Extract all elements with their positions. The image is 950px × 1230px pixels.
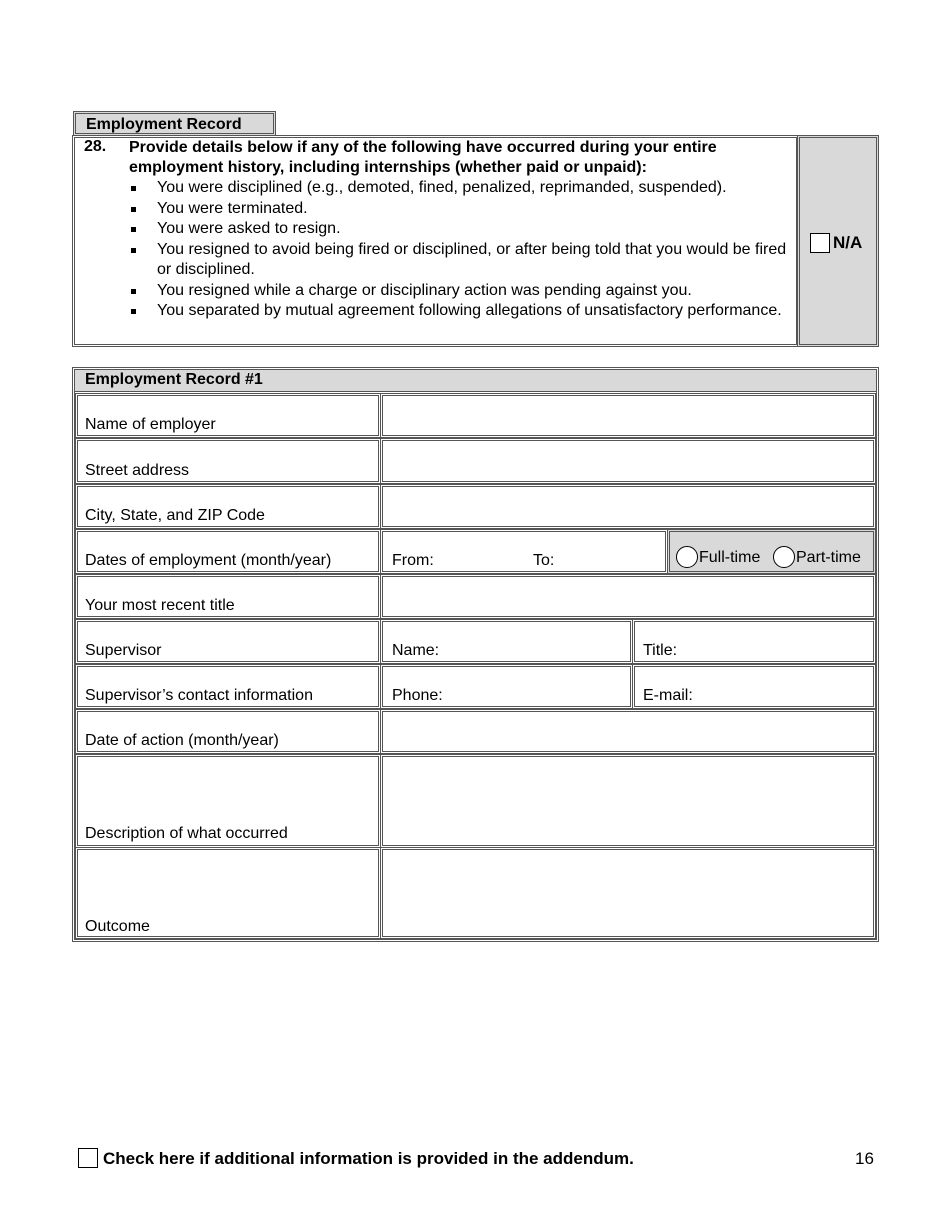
page-number: 16 bbox=[855, 1149, 874, 1168]
action-date-input[interactable] bbox=[380, 709, 876, 754]
na-label: N/A bbox=[833, 233, 863, 252]
description-input[interactable] bbox=[380, 754, 876, 848]
question-text: Provide details below if any of the following have occurred during your entire employment history, including internships (whether paid or unpaid): bbox=[129, 139, 717, 176]
section-tab: Employment Record bbox=[73, 111, 276, 136]
part-time-radio[interactable] bbox=[773, 546, 795, 568]
bullet-item: You were disciplined (e.g., demoted, fined, penalized, reprimanded, suspended). bbox=[129, 178, 791, 199]
question-number: 28. bbox=[84, 138, 107, 155]
street-input[interactable] bbox=[380, 438, 876, 484]
supervisor-label: Supervisor bbox=[85, 642, 162, 659]
outcome-input[interactable] bbox=[380, 847, 876, 939]
title-input[interactable] bbox=[380, 574, 876, 619]
bullet-item: You were asked to resign. bbox=[129, 219, 791, 240]
part-time-label: Part-time bbox=[796, 549, 861, 566]
to-label: To: bbox=[533, 552, 555, 569]
na-checkbox[interactable] bbox=[810, 233, 830, 253]
street-label: Street address bbox=[85, 462, 190, 479]
full-time-label: Full-time bbox=[699, 549, 761, 566]
email-label: E-mail: bbox=[643, 687, 693, 704]
dates-label: Dates of employment (month/year) bbox=[85, 552, 332, 569]
employer-input[interactable] bbox=[380, 393, 876, 438]
city-label: City, State, and ZIP Code bbox=[85, 507, 265, 524]
action-date-label: Date of action (month/year) bbox=[85, 732, 279, 749]
bullet-item: You resigned while a charge or disciplinary action was pending against you. bbox=[129, 281, 791, 302]
supervisor-title-label: Title: bbox=[643, 642, 678, 659]
full-time-radio[interactable] bbox=[676, 546, 698, 568]
phone-label: Phone: bbox=[392, 687, 443, 704]
question-bullets bbox=[129, 178, 791, 322]
bullet-item: You separated by mutual agreement following allegations of unsatisfactory performance. bbox=[129, 301, 791, 322]
bullet-item: You resigned to avoid being fired or disciplined, or after being told that you would be fired or disciplined. bbox=[129, 240, 791, 281]
title-label: Your most recent title bbox=[85, 597, 235, 614]
bullet-item: You were terminated. bbox=[129, 199, 791, 220]
supervisor-name-label: Name: bbox=[392, 642, 440, 659]
employer-label: Name of employer bbox=[85, 416, 216, 433]
city-input[interactable] bbox=[380, 484, 876, 529]
contact-label: Supervisor’s contact information bbox=[85, 687, 313, 704]
addendum-checkbox[interactable] bbox=[78, 1148, 98, 1168]
description-label: Description of what occurred bbox=[85, 825, 288, 842]
outcome-label: Outcome bbox=[85, 918, 150, 935]
addendum-label: Check here if additional information is provided in the addendum. bbox=[103, 1149, 634, 1168]
from-label: From: bbox=[392, 552, 434, 569]
record-title: Employment Record #1 bbox=[75, 370, 876, 392]
